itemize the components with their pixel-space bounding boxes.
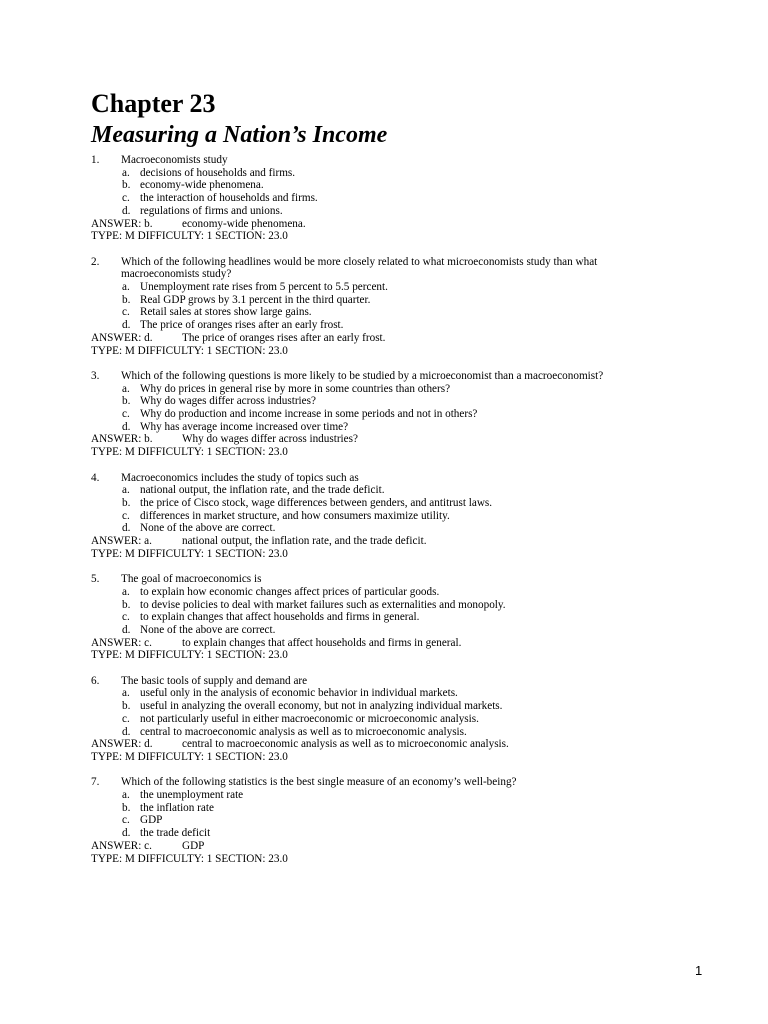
answer-option — [122, 484, 671, 497]
answer-option — [122, 687, 671, 700]
answer-option — [122, 395, 671, 408]
option-letter: a. — [122, 585, 130, 598]
question-item — [91, 256, 671, 358]
answer-option — [122, 611, 671, 624]
question-item — [91, 776, 671, 865]
answer-option — [122, 624, 671, 637]
option-letter: a. — [122, 281, 130, 294]
question-text: Macroeconomists study — [121, 154, 228, 166]
question-number: 5. — [91, 573, 100, 586]
answer-label: ANSWER: c. — [91, 636, 152, 649]
option-text: GDP — [140, 814, 163, 827]
question-stem — [91, 154, 671, 167]
question-item — [91, 154, 671, 243]
answer-line — [91, 535, 671, 548]
answer-option — [122, 179, 671, 192]
answer-line — [91, 840, 671, 853]
answer-text: The price of oranges rises after an early frost. — [182, 331, 386, 344]
option-text: the trade deficit — [140, 827, 211, 840]
answer-text: economy-wide phenomena. — [182, 217, 306, 230]
answer-option — [122, 306, 671, 319]
option-text: useful in analyzing the overall economy, but not in analyzing individual markets. — [140, 700, 503, 713]
answer-option — [122, 192, 671, 205]
answer-option — [122, 700, 671, 713]
question-text: The basic tools of supply and demand are — [121, 674, 308, 687]
answer-label: ANSWER: b. — [91, 217, 153, 230]
page-number: 1 — [695, 963, 703, 978]
option-text: the inflation rate — [140, 801, 214, 814]
answer-label: ANSWER: c. — [91, 839, 152, 852]
option-text: Why do production and income increase in some periods and not in others? — [140, 408, 478, 421]
question-item — [91, 573, 671, 662]
question-list — [91, 154, 671, 878]
question-text: Which of the following headlines would be more closely related to what microeconomists study than what macroeconomists study? — [121, 255, 598, 281]
answer-options — [91, 281, 671, 332]
question-number: 2. — [91, 255, 100, 268]
answer-text: to explain changes that affect households and firms in general. — [182, 636, 462, 649]
answer-options — [91, 167, 671, 218]
question-meta: TYPE: M DIFFICULTY: 1 SECTION: 23.0 — [91, 446, 288, 459]
option-text: Why has average income increased over time? — [140, 420, 349, 433]
option-text: to devise policies to deal with market failures such as externalities and monopoly. — [140, 598, 506, 611]
option-text: regulations of firms and unions. — [140, 204, 283, 217]
answer-option — [122, 827, 671, 840]
answer-options — [91, 484, 671, 535]
answer-option — [122, 205, 671, 218]
question-item — [91, 472, 671, 561]
question-meta: TYPE: M DIFFICULTY: 1 SECTION: 23.0 — [91, 344, 288, 357]
option-text: None of the above are correct. — [140, 522, 276, 535]
question-text: The goal of macroeconomics is — [121, 573, 262, 586]
option-letter: b. — [122, 395, 131, 408]
answer-option — [122, 522, 671, 535]
question-text: Macroeconomics includes the study of topics such as — [121, 471, 359, 484]
answer-text: central to macroeconomic analysis as well as to microeconomic analysis. — [182, 738, 509, 751]
option-letter: a. — [122, 382, 130, 395]
option-letter: d. — [122, 522, 131, 535]
option-letter: b. — [122, 801, 131, 814]
option-text: Why do wages differ across industries? — [140, 395, 316, 408]
option-text: national output, the inflation rate, and the trade deficit. — [140, 484, 385, 497]
answer-line — [91, 433, 671, 446]
question-item — [91, 675, 671, 764]
answer-option — [122, 319, 671, 332]
option-letter: c. — [122, 611, 130, 624]
option-letter: a. — [122, 166, 130, 179]
option-letter: c. — [122, 509, 130, 522]
answer-option — [122, 421, 671, 434]
option-letter: b. — [122, 598, 131, 611]
answer-options — [91, 687, 671, 738]
question-stem — [91, 256, 671, 281]
answer-option — [122, 802, 671, 815]
answer-label: ANSWER: d. — [91, 331, 153, 344]
option-text: differences in market structure, and how consumers maximize utility. — [140, 509, 450, 522]
answer-option — [122, 294, 671, 307]
question-meta: TYPE: M DIFFICULTY: 1 SECTION: 23.0 — [91, 547, 288, 560]
question-text: Which of the following questions is more likely to be studied by a microeconomist than a macroeconomist? — [121, 369, 604, 382]
option-text: Retail sales at stores show large gains. — [140, 306, 312, 319]
answer-options — [91, 586, 671, 637]
option-text: The price of oranges rises after an early frost. — [140, 319, 344, 332]
answer-option — [122, 510, 671, 523]
answer-option — [122, 408, 671, 421]
question-item — [91, 370, 671, 459]
answer-label: ANSWER: d. — [91, 738, 153, 751]
answer-option — [122, 814, 671, 827]
option-letter: b. — [122, 293, 131, 306]
answer-option — [122, 586, 671, 599]
chapter-subtitle: Measuring a Nation’s Income — [91, 122, 388, 148]
answer-option — [122, 167, 671, 180]
answer-options — [91, 789, 671, 840]
option-letter: c. — [122, 814, 130, 827]
option-text: the price of Cisco stock, wage differences between genders, and antitrust laws. — [140, 496, 493, 509]
answer-line — [91, 218, 671, 231]
answer-option — [122, 281, 671, 294]
question-stem — [91, 776, 671, 789]
question-stem — [91, 472, 671, 485]
question-meta: TYPE: M DIFFICULTY: 1 SECTION: 23.0 — [91, 230, 288, 243]
option-letter: b. — [122, 179, 131, 192]
question-meta: TYPE: M DIFFICULTY: 1 SECTION: 23.0 — [91, 750, 288, 763]
option-letter: c. — [122, 408, 130, 421]
answer-text: GDP — [182, 839, 205, 852]
option-text: None of the above are correct. — [140, 623, 276, 636]
question-number: 3. — [91, 369, 100, 382]
question-text: Which of the following statistics is the best single measure of an economy’s well-being? — [121, 776, 517, 789]
question-meta: TYPE: M DIFFICULTY: 1 SECTION: 23.0 — [91, 852, 288, 865]
answer-option — [122, 599, 671, 612]
option-letter: c. — [122, 192, 130, 205]
option-letter: d. — [122, 725, 131, 738]
option-letter: a. — [122, 687, 130, 700]
chapter-heading — [91, 90, 387, 149]
chapter-title: Chapter 23 — [91, 89, 216, 118]
option-letter: d. — [122, 204, 131, 217]
option-letter: b. — [122, 496, 131, 509]
option-text: Why do prices in general rise by more in some countries than others? — [140, 382, 451, 395]
answer-line — [91, 637, 671, 650]
answer-label: ANSWER: b. — [91, 433, 153, 446]
option-letter: c. — [122, 712, 130, 725]
question-stem — [91, 675, 671, 688]
answer-option — [122, 789, 671, 802]
option-letter: c. — [122, 306, 130, 319]
answer-line — [91, 332, 671, 345]
option-text: economy-wide phenomena. — [140, 179, 264, 192]
option-text: to explain how economic changes affect prices of particular goods. — [140, 585, 440, 598]
option-letter: a. — [122, 484, 130, 497]
answer-option — [122, 726, 671, 739]
option-text: not particularly useful in either macroeconomic or microeconomic analysis. — [140, 712, 479, 725]
option-text: to explain changes that affect households and firms in general. — [140, 611, 420, 624]
question-number: 7. — [91, 776, 100, 789]
option-letter: d. — [122, 827, 131, 840]
option-text: Real GDP grows by 3.1 percent in the third quarter. — [140, 293, 371, 306]
option-text: decisions of households and firms. — [140, 166, 296, 179]
question-number: 4. — [91, 471, 100, 484]
answer-option — [122, 383, 671, 396]
option-text: the interaction of households and firms. — [140, 192, 318, 205]
answer-text: Why do wages differ across industries? — [182, 433, 358, 446]
answer-label: ANSWER: a. — [91, 535, 152, 548]
option-text: useful only in the analysis of economic behavior in individual markets. — [140, 687, 458, 700]
answer-option — [122, 497, 671, 510]
question-stem — [91, 370, 671, 383]
option-letter: a. — [122, 789, 130, 802]
question-meta: TYPE: M DIFFICULTY: 1 SECTION: 23.0 — [91, 649, 288, 662]
question-number: 1. — [91, 154, 100, 166]
option-letter: b. — [122, 700, 131, 713]
question-number: 6. — [91, 674, 100, 687]
option-text: the unemployment rate — [140, 789, 244, 802]
option-letter: d. — [122, 319, 131, 332]
answer-text: national output, the inflation rate, and the trade deficit. — [182, 535, 427, 548]
answer-option — [122, 713, 671, 726]
answer-line — [91, 738, 671, 751]
option-letter: d. — [122, 623, 131, 636]
answer-options — [91, 383, 671, 434]
option-text: Unemployment rate rises from 5 percent to 5.5 percent. — [140, 281, 388, 294]
option-letter: d. — [122, 420, 131, 433]
question-stem — [91, 573, 671, 586]
option-text: central to macroeconomic analysis as well as to microeconomic analysis. — [140, 725, 467, 738]
